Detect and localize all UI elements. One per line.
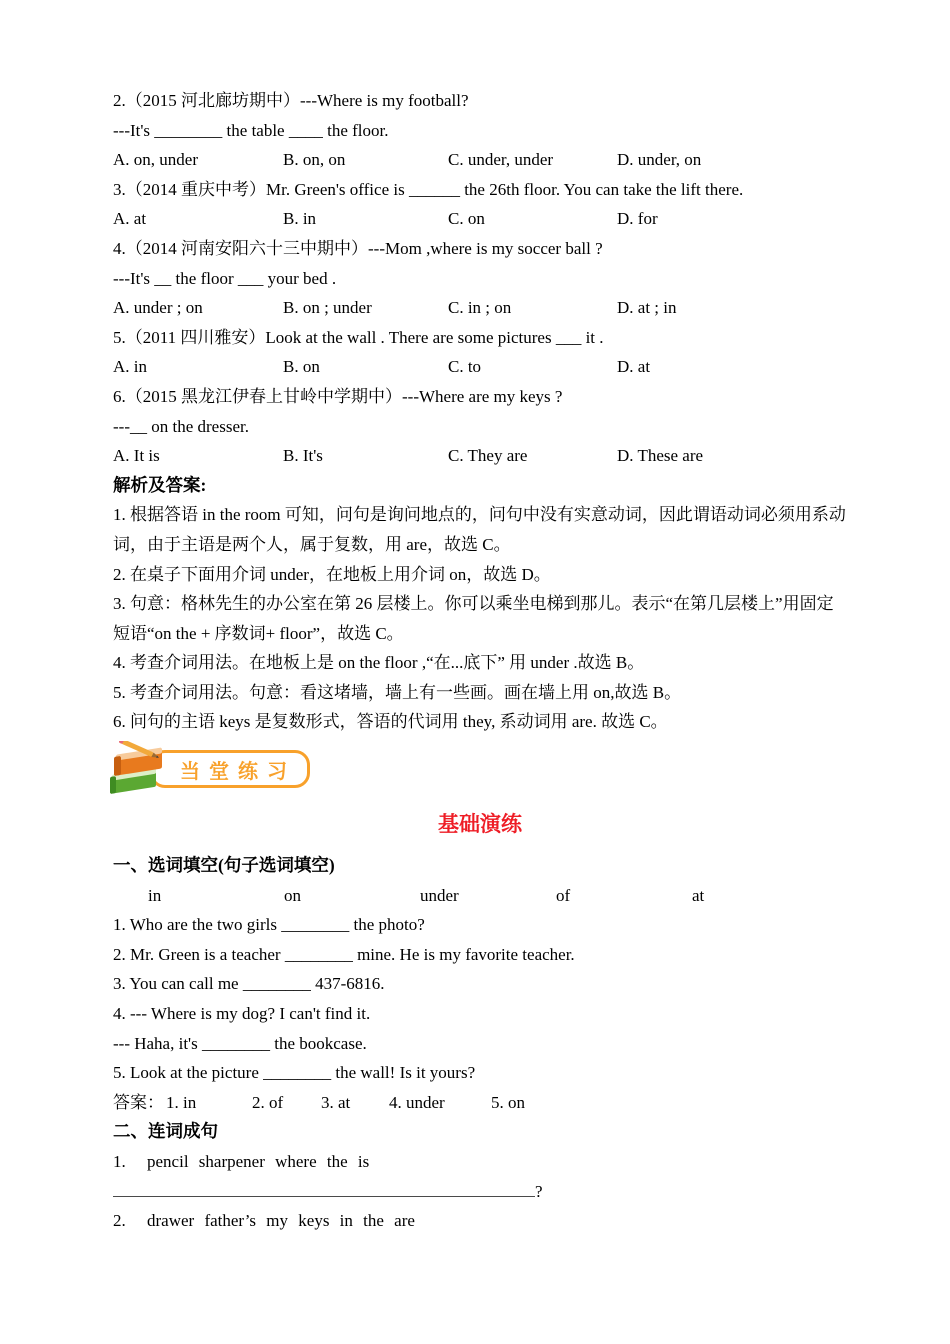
question-stem: 5.（2011 四川雅安）Look at the wall . There are some pictures ___ it . bbox=[113, 327, 604, 347]
answer-item: 2. of bbox=[252, 1092, 284, 1112]
scramble-item bbox=[113, 1206, 847, 1236]
fill-blank-item: --- Haha, it's ________ the bookcase. bbox=[113, 1033, 367, 1053]
option-a: A. in bbox=[113, 357, 147, 377]
analysis-item: 4. 考查介词用法。在地板上是 on the floor ,“在...底下” 用 under .故选 B。 bbox=[113, 653, 645, 673]
analysis-title: 解析及答案: bbox=[113, 474, 207, 495]
part1-heading: 一、选词填空(句子选词填空) bbox=[113, 855, 335, 876]
item-number: 2. bbox=[113, 1211, 126, 1231]
analysis-item: 3. 句意：格林先生的办公室在第 26 层楼上。你可以乘坐电梯到那儿。表示“在第几层楼上”用固定短语“on the + 序数词+ floor”，故选 C。 bbox=[113, 594, 834, 643]
analysis-item: 6. 问句的主语 keys 是复数形式，答语的代词用 they, 系动词用 are. 故选 C。 bbox=[113, 712, 668, 732]
answer-blank-line bbox=[113, 1177, 535, 1197]
item-number: 1. bbox=[113, 1152, 126, 1171]
option-d: D. at ; in bbox=[617, 298, 677, 318]
fill-blank-item: 5. Look at the picture ________ the wall! Is it yours? bbox=[113, 1063, 476, 1083]
scramble-item bbox=[113, 1147, 847, 1177]
part2-heading: 二、连词成句 bbox=[113, 1121, 218, 1142]
answer-item: 3. at bbox=[321, 1092, 351, 1112]
option-b: B. It's bbox=[283, 446, 323, 466]
option-a: A. It is bbox=[113, 446, 160, 466]
fill-blank-item: 1. Who are the two girls ________ the photo? bbox=[113, 915, 425, 935]
option-b: B. in bbox=[283, 209, 317, 229]
analysis-item: 5. 考查介词用法。句意：看这堵墙，墙上有一些画。画在墙上用 on,故选 B。 bbox=[113, 682, 682, 702]
option-c: C. on bbox=[448, 209, 485, 229]
analysis-item: 1. 根据答语 in the room 可知，问句是询问地点的，问句中没有实意动词，因此谓语动词必须用系动词，由于主语是两个人，属于复数，用 are，故选 C。 bbox=[113, 505, 846, 554]
option-a: A. on, under bbox=[113, 150, 198, 170]
option-a: A. under ; on bbox=[113, 298, 203, 318]
option-a: A. at bbox=[113, 209, 147, 229]
answers-label: 答案： bbox=[113, 1092, 164, 1112]
option-c: C. They are bbox=[448, 446, 528, 466]
word-bank-item: under bbox=[420, 885, 459, 905]
options-row bbox=[113, 293, 847, 323]
question-stem: 6.（2015 黑龙江伊春上甘岭中学期中）---Where are my keys ? bbox=[113, 386, 563, 406]
option-d: D. for bbox=[617, 209, 658, 229]
scramble-words: pencil sharpener where the is bbox=[147, 1152, 370, 1171]
analysis-item: 2. 在桌子下面用介词 under，在地板上用介词 on，故选 D。 bbox=[113, 564, 551, 584]
option-b: B. on, on bbox=[283, 150, 346, 170]
question-answer-line: ---It's ________ the table ____ the floor. bbox=[113, 120, 389, 140]
practice-badge-label: 当堂练习 bbox=[180, 760, 296, 783]
options-row bbox=[113, 441, 847, 471]
question-stem: 2.（2015 河北廊坊期中）---Where is my football? bbox=[113, 91, 469, 110]
option-d: D. under, on bbox=[617, 150, 702, 170]
options-row bbox=[113, 204, 847, 234]
word-bank-item: at bbox=[692, 885, 705, 905]
option-b: B. on ; under bbox=[283, 298, 372, 318]
word-bank-item: in bbox=[148, 885, 162, 905]
answer-item: 5. on bbox=[491, 1092, 525, 1112]
word-bank-item: on bbox=[284, 885, 301, 905]
question-answer-line: ---It's __ the floor ___ your bed . bbox=[113, 268, 337, 288]
part1-answers bbox=[113, 1088, 847, 1118]
question-stem: 4.（2014 河南安阳六十三中期中）---Mom ,where is my soccer ball ? bbox=[113, 238, 603, 258]
options-row bbox=[113, 352, 847, 382]
section-title: 基础演练 bbox=[438, 812, 522, 837]
answer-item: 4. under bbox=[389, 1092, 445, 1112]
options-row bbox=[113, 145, 847, 175]
question-answer-line: ---__ on the dresser. bbox=[113, 416, 249, 436]
option-d: D. These are bbox=[617, 446, 704, 466]
fill-blank-item: 2. Mr. Green is a teacher ________ mine. He is my favorite teacher. bbox=[113, 944, 575, 964]
option-c: C. to bbox=[448, 357, 482, 377]
fill-blank-item: 3. You can call me ________ 437-6816. bbox=[113, 974, 385, 994]
word-bank bbox=[113, 881, 847, 911]
books-and-pencil-icon bbox=[107, 741, 173, 801]
answer-item: 1. in bbox=[166, 1092, 197, 1112]
option-d: D. at bbox=[617, 357, 651, 377]
question-mark: ? bbox=[535, 1181, 543, 1201]
word-bank-item: of bbox=[556, 885, 571, 905]
practice-badge bbox=[113, 745, 847, 799]
answer-blank-row bbox=[113, 1177, 847, 1207]
option-c: C. under, under bbox=[448, 150, 554, 170]
scramble-words: drawer father’s my keys in the are bbox=[147, 1211, 415, 1231]
option-b: B. on bbox=[283, 357, 320, 377]
option-c: C. in ; on bbox=[448, 298, 512, 318]
practice-badge-frame bbox=[150, 750, 310, 788]
question-stem: 3.（2014 重庆中考）Mr. Green's office is ______ the 26th floor. You can take the lift there. bbox=[113, 179, 744, 199]
fill-blank-item: 4. --- Where is my dog? I can't find it. bbox=[113, 1004, 371, 1024]
